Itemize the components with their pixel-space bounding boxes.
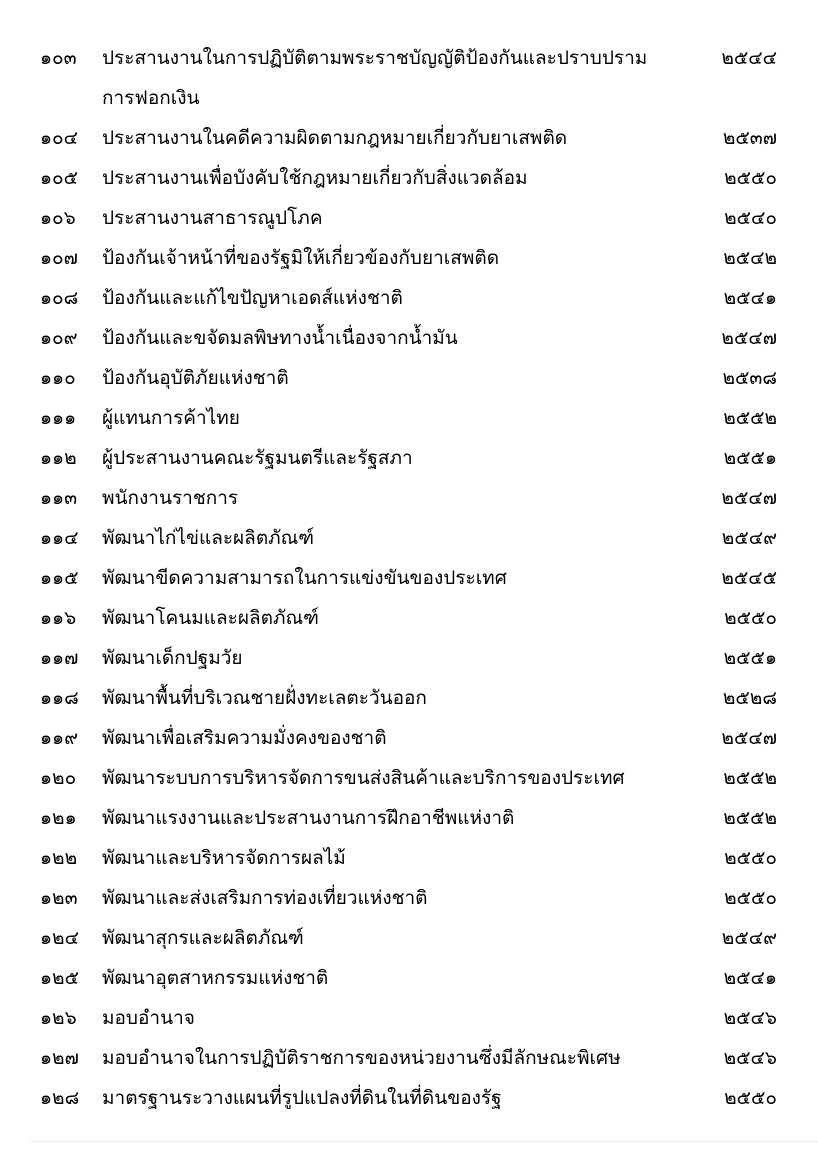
list-item	[0, 158, 818, 198]
entry-year: ๒๕๕๑	[723, 647, 777, 669]
entry-year: ๒๕๔๗	[721, 487, 777, 509]
entry-year: ๒๕๕๐	[724, 887, 777, 909]
entry-title: ป้องกันเจ้าหน้าที่ของรัฐมิให้เกี่ยวข้องกับยาเสพติด	[102, 247, 500, 269]
list-item	[0, 358, 818, 398]
list-item	[0, 518, 818, 558]
entry-number: ๑๑๙	[40, 727, 79, 749]
entry-year: ๒๕๕๐	[724, 1087, 777, 1109]
entry-title: พัฒนาสุกรและผลิตภัณฑ์	[102, 927, 304, 949]
entry-number: ๑๒๓	[40, 887, 78, 909]
entry-title: มาตรฐานระวางแผนที่รูปแปลงที่ดินในที่ดินของรัฐ	[102, 1087, 502, 1109]
list-item	[0, 678, 818, 718]
entry-title: ป้องกันและแก้ไขปัญหาเอดส์แห่งชาติ	[102, 287, 403, 309]
list-item	[0, 238, 818, 278]
entry-year: ๒๕๔๒	[723, 247, 777, 269]
page-bottom-divider	[30, 1141, 818, 1142]
entry-number: ๑๒๔	[40, 927, 79, 949]
list-item	[0, 918, 818, 958]
entry-year: ๒๕๕๐	[724, 607, 777, 629]
list-item	[0, 798, 818, 838]
entry-title: พัฒนาไก่ไข่และผลิตภัณฑ์	[102, 527, 315, 549]
entry-number: ๑๐๘	[40, 287, 79, 309]
entry-number: ๑๐๔	[40, 127, 79, 149]
entry-title: ป้องกันอุบัติภัยแห่งชาติ	[102, 367, 289, 389]
entry-number: ๑๒๐	[40, 767, 77, 789]
list-item	[0, 38, 818, 118]
entry-year: ๒๕๕๒	[723, 407, 777, 429]
list-item	[0, 878, 818, 918]
entry-year: ๒๕๔๗	[721, 327, 777, 349]
entry-number: ๑๒๒	[40, 847, 78, 869]
entry-number: ๑๑๒	[40, 447, 77, 469]
entry-title: ผู้ประสานงานคณะรัฐมนตรีและรัฐสภา	[102, 447, 413, 469]
entry-number: ๑๑๖	[40, 607, 77, 629]
entry-year: ๒๕๔๗	[721, 727, 777, 749]
entry-number: ๑๐๓	[40, 47, 77, 69]
entry-title: พนักงานราชการ	[102, 487, 239, 509]
entry-title: พัฒนาเด็กปฐมวัย	[102, 647, 243, 669]
entry-number: ๑๑๗	[40, 647, 79, 669]
entry-number: ๑๑๕	[40, 567, 79, 589]
entry-number: ๑๑๘	[40, 687, 79, 709]
entry-title: ประสานงานในการปฏิบัติตามพระราชบัญญัติป้องกันและปราบปรามการฟอกเงิน	[102, 47, 648, 109]
entry-title: พัฒนาอุตสาหกรรมแห่งชาติ	[102, 967, 329, 989]
list-item	[0, 118, 818, 158]
entry-title: ประสานงานในคดีความผิดตามกฎหมายเกี่ยวกับยาเสพติด	[102, 127, 568, 149]
entry-number: ๑๐๖	[40, 207, 76, 229]
list-item	[0, 398, 818, 438]
entry-year: ๒๕๔๔	[721, 47, 777, 69]
entry-number: ๑๑๔	[40, 527, 79, 549]
entry-year: ๒๕๕๒	[723, 807, 777, 829]
list-item	[0, 638, 818, 678]
entry-title: ประสานงานสาธารณูปโภค	[102, 207, 323, 229]
entry-number: ๑๒๘	[40, 1087, 80, 1109]
entry-title: พัฒนาพื้นที่บริเวณชายฝั่งทะเลตะวันออก	[102, 687, 427, 709]
entry-number: ๑๒๑	[40, 807, 77, 829]
entry-year: ๒๕๔๙	[721, 927, 777, 949]
list-item	[0, 758, 818, 798]
entry-year: ๒๕๕๑	[723, 447, 777, 469]
entry-title: พัฒนาเพื่อเสริมความมั่งคงของชาติ	[102, 727, 387, 749]
entry-number: ๑๐๕	[40, 167, 79, 189]
list-item	[0, 478, 818, 518]
list-item	[0, 1038, 818, 1078]
entry-title: พัฒนาแรงงานและประสานงานการฝึกอาชีพแห่งาติ	[102, 807, 515, 829]
list-item	[0, 198, 818, 238]
entry-year: ๒๕๔๑	[723, 287, 777, 309]
list-item	[0, 998, 818, 1038]
list-item	[0, 598, 818, 638]
entry-number: ๑๑๑	[40, 407, 77, 429]
entry-year: ๒๕๔๖	[723, 1007, 777, 1029]
entry-number: ๑๒๖	[40, 1007, 77, 1029]
list-item	[0, 838, 818, 878]
entry-title: มอบอำนาจในการปฏิบัติราชการของหน่วยงานซึ่งมีลักษณะพิเศษ	[102, 1047, 621, 1069]
entry-year: ๒๕๔๐	[724, 207, 777, 229]
entry-title: พัฒนาและส่งเสริมการท่องเที่ยวแห่งชาติ	[102, 887, 428, 909]
entry-title: มอบอำนาจ	[102, 1007, 195, 1029]
entry-year: ๒๕๔๕	[721, 567, 777, 589]
entry-number: ๑๑๓	[40, 487, 78, 509]
entry-title: ป้องกันและขจัดมลพิษทางน้ำเนื่องจากน้ำมัน	[102, 327, 458, 349]
entry-year: ๒๕๔๙	[721, 527, 777, 549]
entry-year: ๒๕๕๐	[724, 847, 777, 869]
list-item	[0, 318, 818, 358]
list-item	[0, 278, 818, 318]
entry-title: พัฒนาขีดความสามารถในการแข่งขันของประเทศ	[102, 567, 507, 589]
list-item	[0, 718, 818, 758]
entry-list	[0, 38, 818, 1118]
entry-title: พัฒนาโคนมและผลิตภัณฑ์	[102, 607, 319, 629]
entry-year: ๒๕๕๒	[723, 767, 777, 789]
entry-year: ๒๕๔๑	[723, 967, 777, 989]
entry-title: พัฒนาและบริหารจัดการผลไม้	[102, 847, 346, 869]
entry-number: ๑๐๗	[40, 247, 78, 269]
entry-number: ๑๑๐	[40, 367, 76, 389]
list-item	[0, 1078, 818, 1118]
entry-number: ๑๒๕	[40, 967, 79, 989]
list-item	[0, 958, 818, 998]
entry-year: ๒๕๒๘	[722, 687, 777, 709]
entry-number: ๑๐๙	[40, 327, 78, 349]
entry-title: ประสานงานเพื่อบังคับใช้กฎหมายเกี่ยวกับสิ่งแวดล้อม	[102, 167, 528, 189]
entry-number: ๑๒๗	[40, 1047, 79, 1069]
entry-year: ๒๕๔๖	[723, 1047, 777, 1069]
entry-title: ผู้แทนการค้าไทย	[102, 407, 240, 429]
list-item	[0, 438, 818, 478]
list-item	[0, 558, 818, 598]
entry-year: ๒๕๕๐	[724, 167, 777, 189]
entry-title: พัฒนาระบบการบริหารจัดการขนส่งสินค้าและบริการของประเทศ	[102, 767, 625, 789]
entry-year: ๒๕๓๗	[722, 127, 777, 149]
entry-year: ๒๕๓๘	[722, 367, 777, 389]
